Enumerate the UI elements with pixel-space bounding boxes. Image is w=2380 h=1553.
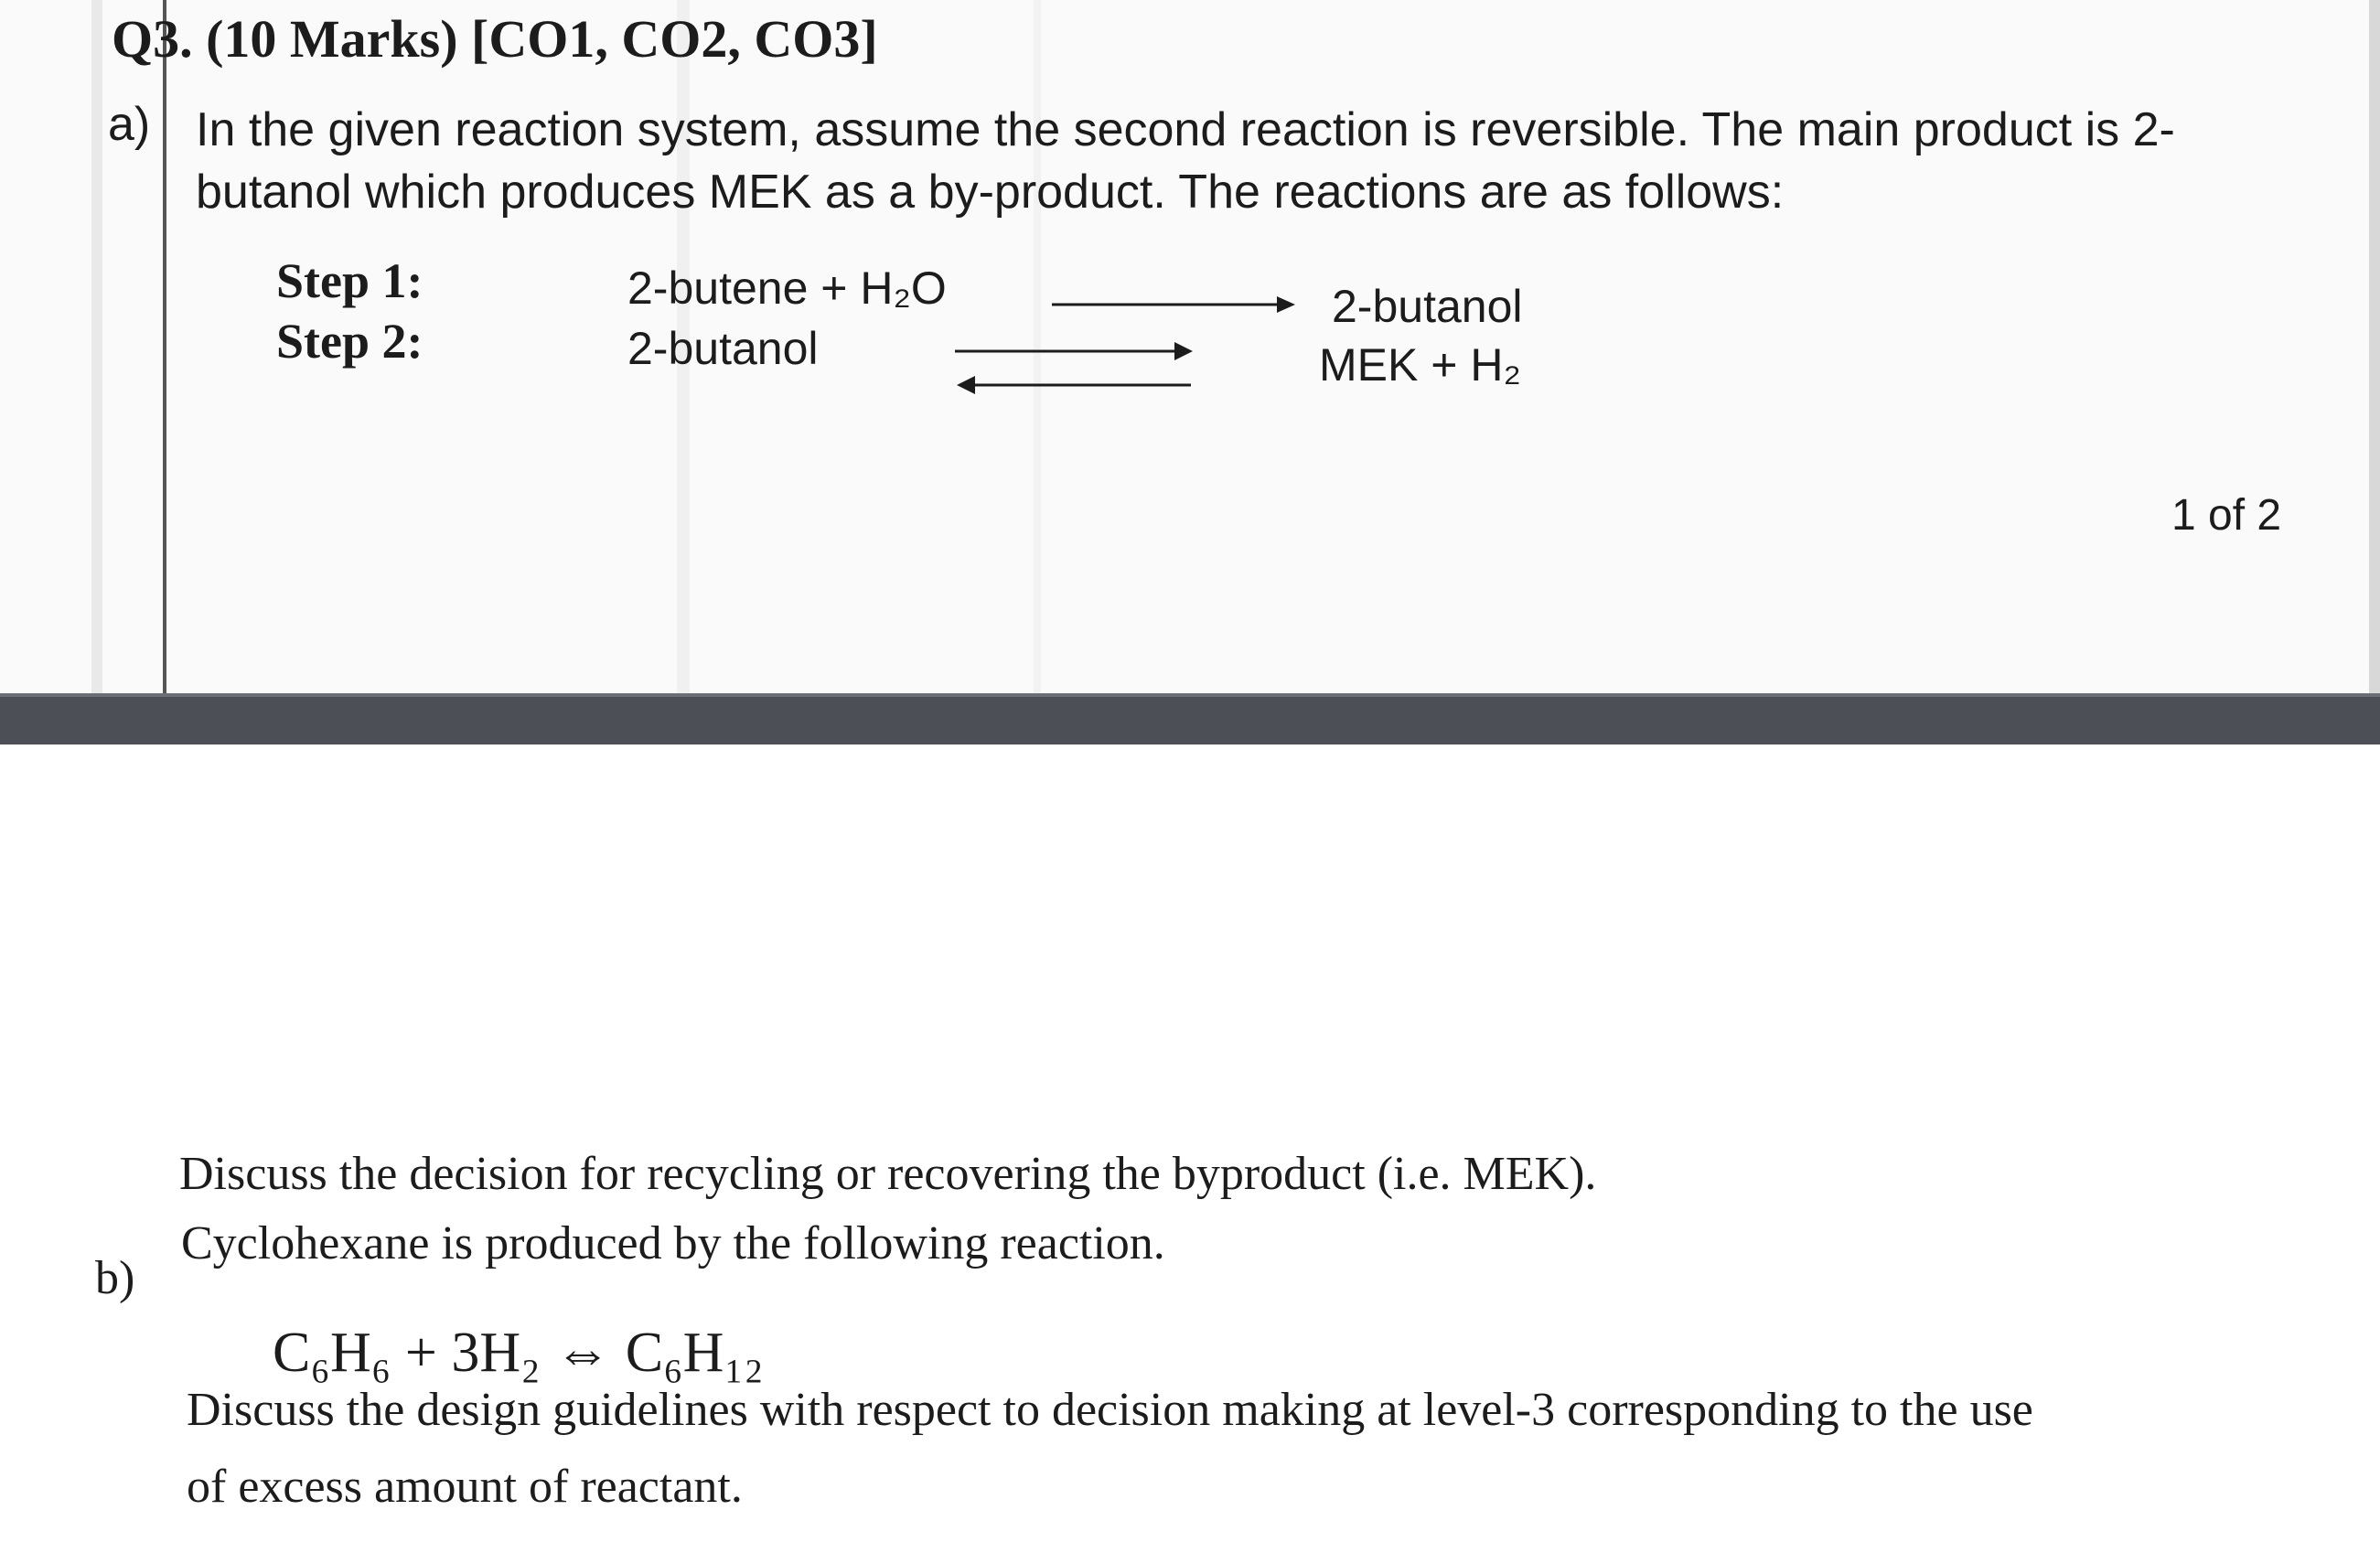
part-b-intro: Cyclohexane is produced by the following reaction. — [181, 1217, 1165, 1269]
step-2-reactant: 2-butanol — [627, 323, 819, 374]
step-2-label: Step 2: — [276, 314, 423, 369]
part-a-question: Discuss the decision for recycling or recovering the byproduct (i.e. MEK). — [179, 1148, 1597, 1200]
page-number: 1 of 2 — [2171, 491, 2282, 540]
part-a-intro-line-2: butanol which produces MEK as a by-product. The reactions are as follows: — [196, 166, 1785, 219]
cyclohexane-equation: C₆H₆ + 3H₂ ⇔ C₆H₁₂ — [273, 1322, 764, 1384]
forward-arrow-icon — [1052, 291, 1299, 318]
step-1-label: Step 1: — [276, 253, 423, 308]
part-b-question-line-1: Discuss the design guidelines with respect to decision making at level-3 corresponding to the use — [187, 1384, 2033, 1436]
page-1-scan-fragment — [0, 0, 2380, 695]
step-1-product: 2-butanol — [1332, 281, 1523, 332]
part-a-label: a) — [108, 98, 151, 151]
step-2-products: MEK + H₂ — [1319, 339, 1521, 391]
margin-line — [163, 0, 166, 695]
part-a-intro-line-1: In the given reaction system, assume the second reaction is reversible. The main product is 2- — [196, 103, 2175, 156]
part-b-question-line-2: of excess amount of reactant. — [187, 1461, 743, 1513]
step-1-reactants: 2-butene + H₂O — [627, 262, 947, 314]
page-divider — [0, 693, 2380, 748]
part-b-label: b) — [95, 1252, 135, 1304]
scan-artifact — [2369, 0, 2380, 695]
scan-artifact — [91, 0, 102, 695]
question-header: Q3. (10 Marks) [CO1, CO2, CO3] — [112, 9, 878, 69]
equilibrium-arrows-icon — [951, 335, 1198, 399]
